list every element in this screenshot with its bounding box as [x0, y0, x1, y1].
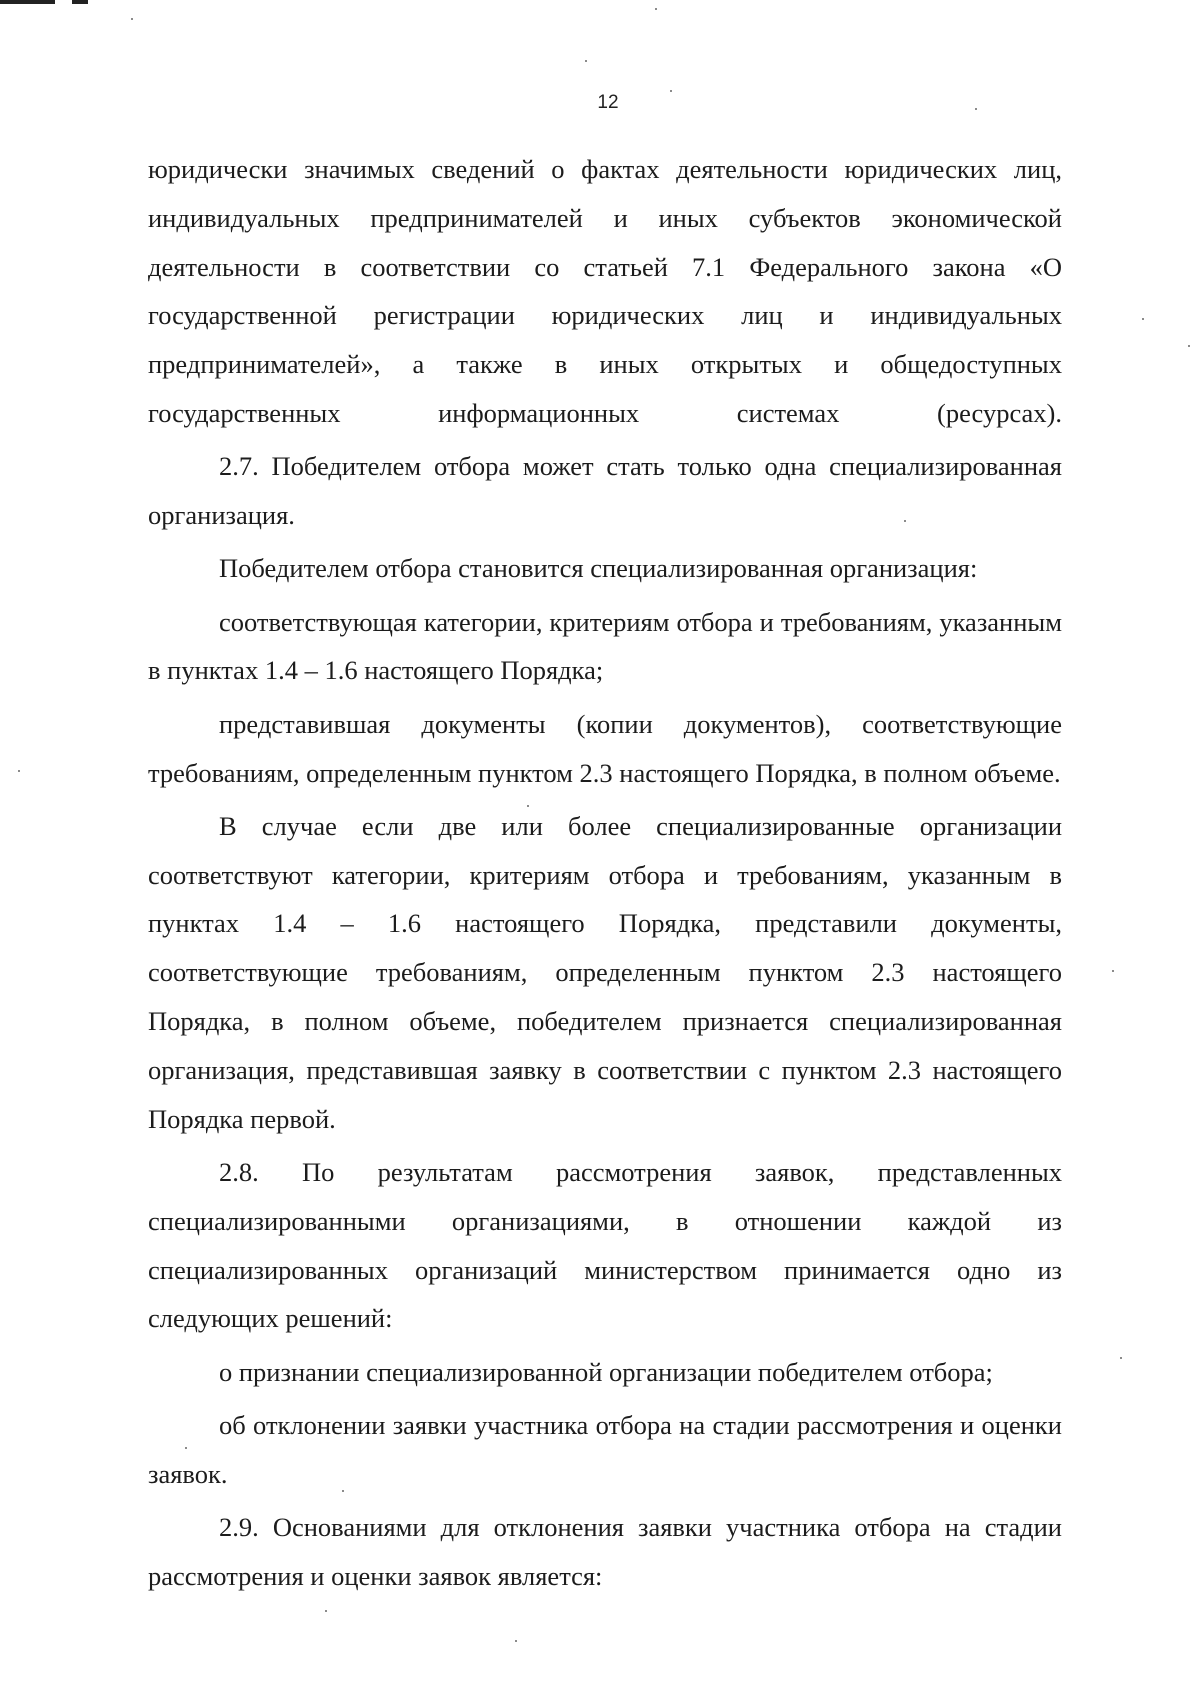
scan-speck [131, 18, 133, 20]
list-item-winner-decision: о признании специализированной организации победителем отбора; [219, 1356, 993, 1387]
paragraph-2-9: 2.9. Основаниями для отклонения заявки участника отбора на стадии рассмотрения и оценки заявок является: [148, 1512, 1062, 1591]
scan-edge-mark [72, 0, 88, 4]
document-body [148, 145, 1062, 1605]
scan-speck [1142, 318, 1144, 320]
scan-speck [515, 1640, 517, 1642]
list-item-rejection-decision: об отклонении заявки участника отбора на стадии рассмотрения и оценки заявок. [148, 1409, 1062, 1489]
paragraph-winner-criteria: Победителем отбора становится специализированная организация: [219, 553, 978, 584]
page-number: 12 [597, 92, 619, 113]
list-item-category-criteria: соответствующая категории, критериям отбора и требованиям, указанным в пунктах 1.4 – 1.6 настоящего Порядка; [148, 606, 1062, 686]
scan-speck [18, 770, 20, 772]
scan-edge-mark [0, 0, 55, 4]
paragraph-2-7: 2.7. Победителем отбора может стать только одна специализированная организация. [148, 451, 1062, 531]
paragraph-continuation: юридически значимых сведений о фактах деятельности юридических лиц, индивидуальных предпринимателей и иных субъектов экономической деятельности в соответствии со статьей 7.1 Федерального закона «О государственной регистрации юридических лиц и индивидуальных предпринимателей», а также в иных открытых и общедоступных государственных информационных системах (ресурсах). [148, 154, 1062, 428]
scan-speck [1188, 345, 1190, 347]
scan-speck [1112, 970, 1114, 972]
scan-speck [655, 8, 657, 10]
scan-speck [325, 1610, 327, 1612]
paragraph-multiple-organizations: В случае если две или более специализированные организации соответствуют категории, критериям отбора и требованиям, указанным в пунктах 1.4 – 1.6 настоящего Порядка, представили документы, соответствующие требованиям, определенным пунктом 2.3 настоящего Порядка, в полном объеме, победителем признается специализированная организация, представившая заявку в соответствии с пунктом 2.3 настоящего Порядка первой. [148, 810, 1062, 1134]
scan-speck [1120, 1357, 1122, 1359]
scan-speck [585, 60, 587, 62]
paragraph-2-8: 2.8. По результатам рассмотрения заявок, представленных специализированными организациями, в отношении каждой из специализированных организаций министерством принимается одно из следующих решений: [148, 1156, 1062, 1334]
list-item-documents: представившая документы (копии документов), соответствующие требованиям, определенным пунктом 2.3 настоящего Порядка, в полном объеме. [148, 708, 1062, 788]
